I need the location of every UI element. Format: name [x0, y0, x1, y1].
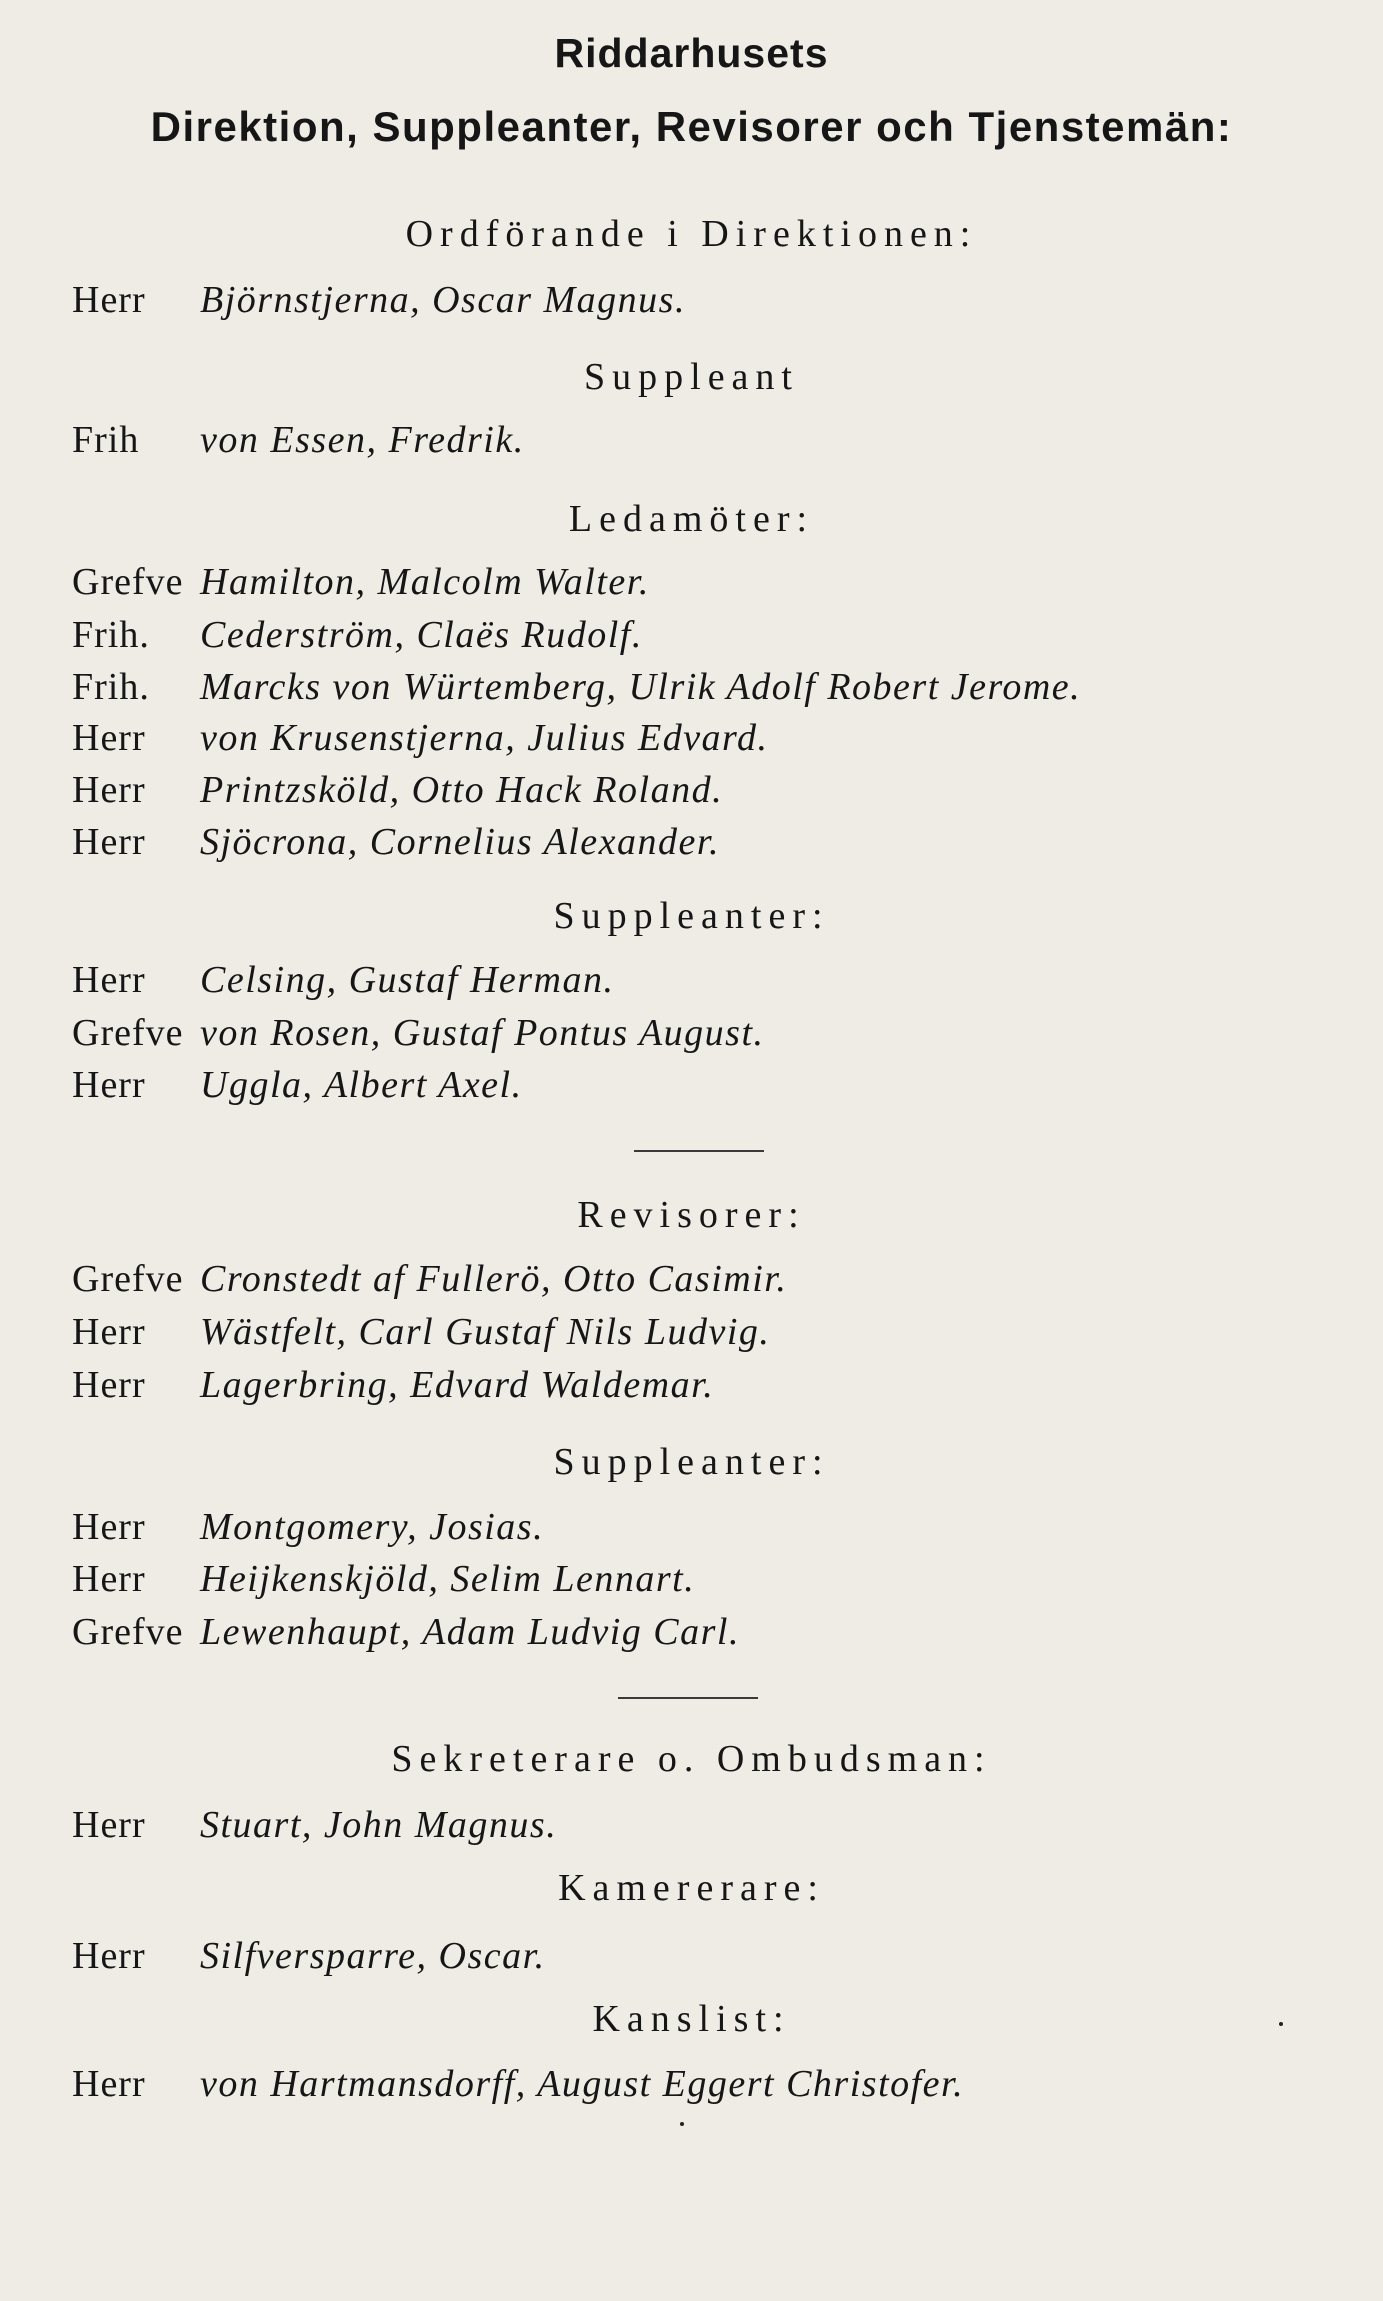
- entry-kamererare: [72, 1934, 546, 1978]
- entry-ledamot: [72, 560, 650, 604]
- entry-title: Grefve: [72, 1611, 184, 1653]
- entry-ledamot: [72, 613, 643, 657]
- entry-name: Lagerbring, Edvard Waldemar.: [200, 1364, 715, 1406]
- entry-title: Grefve: [72, 1012, 184, 1054]
- entry-ledamot: [72, 820, 720, 864]
- entry-title: Herr: [72, 959, 146, 1001]
- entry-title: Herr: [72, 821, 146, 863]
- entry-title: Herr: [72, 1064, 146, 1106]
- entry-title: Frih.: [72, 666, 150, 708]
- entry-title: Herr: [72, 769, 146, 811]
- entry-name: Cederström, Claës Rudolf.: [200, 614, 643, 656]
- entry-title: Grefve: [72, 1258, 184, 1300]
- entry-revisor: [72, 1257, 787, 1301]
- document-title: Riddarhusets: [554, 30, 829, 76]
- entry-title: Frih.: [72, 614, 150, 656]
- entry-revisor: [72, 1310, 770, 1354]
- ink-speck: [680, 2122, 684, 2126]
- entry-title: Frih: [72, 419, 140, 461]
- entry-title: Herr: [72, 279, 146, 321]
- entry-name: von Essen, Fredrik.: [200, 419, 525, 461]
- entry-name: Cronstedt af Fullerö, Otto Casimir.: [200, 1258, 788, 1300]
- entry-suppleant: [72, 1011, 765, 1055]
- entry-title: Herr: [72, 1804, 146, 1846]
- entry-title: Herr: [72, 1364, 146, 1406]
- entry-name: Silfversparre, Oscar.: [200, 1935, 546, 1977]
- entry-name: Björnstjerna, Oscar Magnus.: [200, 279, 686, 321]
- entry-name: Marcks von Würtemberg, Ulrik Adolf Robert Jerome.: [200, 666, 1082, 708]
- entry-name: Heijkenskjöld, Selim Lennart.: [200, 1558, 696, 1600]
- section-heading-suppleanter: Suppleanter:: [553, 895, 830, 937]
- entry-name: Hamilton, Malcolm Walter.: [200, 561, 650, 603]
- entry-title: Herr: [72, 1311, 146, 1353]
- entry-name: Wästfelt, Carl Gustaf Nils Ludvig.: [200, 1311, 771, 1353]
- document-subtitle: Direktion, Suppleanter, Revisorer och Tjenstemän:: [150, 103, 1233, 150]
- section-divider: [618, 1697, 758, 1699]
- entry-name: Stuart, John Magnus.: [200, 1804, 558, 1846]
- entry-title: Herr: [72, 1935, 146, 1977]
- entry-name: Celsing, Gustaf Herman.: [200, 959, 615, 1001]
- entry-ledamot: [72, 716, 768, 760]
- entry-suppleant: [72, 1557, 695, 1601]
- entry-suppleant: [72, 1063, 523, 1107]
- section-heading-suppleant: Suppleant: [584, 356, 799, 398]
- section-heading-sekreterare: Sekreterare o. Ombudsman:: [391, 1738, 992, 1780]
- entry-kanslist: [72, 2062, 964, 2106]
- entry-title: Herr: [72, 1506, 146, 1548]
- entry-suppleant: [72, 418, 525, 462]
- entry-suppleant: [72, 1505, 544, 1549]
- section-divider: [634, 1150, 764, 1152]
- section-heading-ordforande: Ordförande i Direktionen:: [405, 213, 978, 255]
- entry-ledamot: [72, 768, 723, 812]
- entry-revisor: [72, 1363, 714, 1407]
- entry-suppleant: [72, 1610, 740, 1654]
- entry-name: Lewenhaupt, Adam Ludvig Carl.: [200, 1611, 740, 1653]
- section-heading-kanslist: Kanslist:: [592, 1998, 791, 2040]
- entry-name: von Hartmansdorff, August Eggert Christofer.: [200, 2063, 965, 2105]
- entry-name: Montgomery, Josias.: [200, 1506, 545, 1548]
- section-heading-ledamoter: Ledamöter:: [568, 498, 815, 540]
- entry-title: Herr: [72, 2063, 146, 2105]
- entry-title: Herr: [72, 1558, 146, 1600]
- entry-name: Uggla, Albert Axel.: [200, 1064, 523, 1106]
- entry-ledamot: [72, 665, 1081, 709]
- entry-sekreterare: [72, 1803, 557, 1847]
- entry-name: von Krusenstjerna, Julius Edvard.: [200, 717, 769, 759]
- entry-suppleant: [72, 958, 615, 1002]
- section-heading-revisorer: Revisorer:: [577, 1194, 806, 1236]
- entry-name: von Rosen, Gustaf Pontus August.: [200, 1012, 765, 1054]
- entry-ordforande: [72, 278, 686, 322]
- entry-title: Herr: [72, 717, 146, 759]
- ink-speck: [1279, 2022, 1283, 2026]
- section-heading-kamererare: Kamererare:: [558, 1867, 825, 1909]
- entry-title: Grefve: [72, 561, 184, 603]
- entry-name: Printzsköld, Otto Hack Roland.: [200, 769, 724, 811]
- section-heading-suppleanter: Suppleanter:: [553, 1441, 830, 1483]
- entry-name: Sjöcrona, Cornelius Alexander.: [200, 821, 720, 863]
